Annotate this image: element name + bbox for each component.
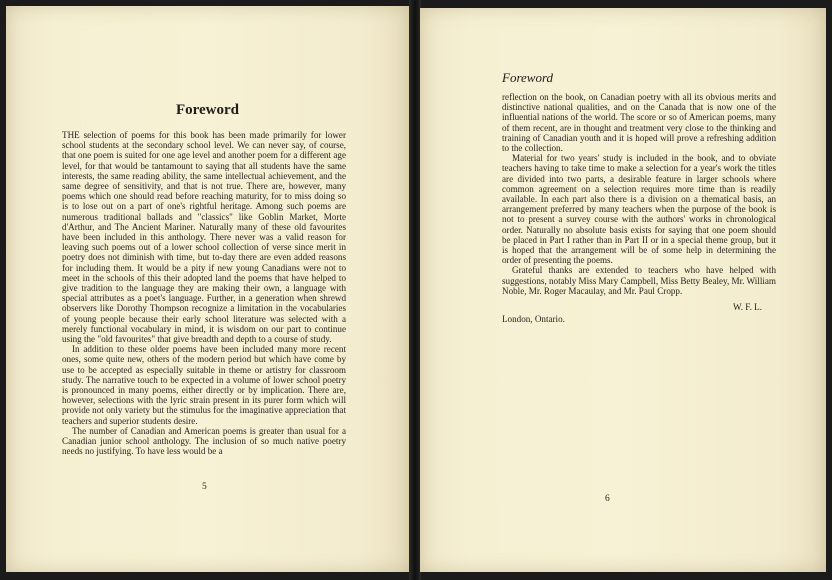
right-page [420, 8, 826, 572]
paragraph: The number of Canadian and American poems is greater than usual for a Canadian junior school anthology. The inclusion of so much native poetry needs no justifying. To have less would be a [62, 425, 346, 457]
left-page-text [62, 130, 346, 457]
paragraph: Material for two years' study is included in the book, and to obviate teachers having to take time to make a selection for a year's work the titles are divided into two parts, a desirable feature in larger schools where common agreement on a selection requires more time than is readily available. In each part also there is a division on a thematical basis, an arrangement preferred by many teachers when the purpose of the book is not to present a survey course with the authors' works in chronological order. Naturally no absolute basis exists for saying that one poem should be placed in Part I rather than in Part II or in a special theme group, but it is hoped that the arrangement will be of some help in determining the order of presenting the poems. [502, 153, 776, 266]
paragraph: In addition to these older poems have been included many more recent ones, some quite new, others of the modern period but which have come by use to be accepted as especially suitable in theme or artistry for classroom study. The narrative touch to be expected in a volume of lower school poetry is pronounced in many poems, either directly or by implication. There are, however, selections with the lyric strain present in its purer form which will provide not only variety but the stimulus for the imaginative appreciation that teachers and superior students desire. [62, 344, 346, 426]
signature-place: London, Ontario. [502, 314, 565, 324]
paragraph: Grateful thanks are extended to teachers who have helped with suggestions, notably Miss Mary Campbell, Miss Betty Bealey, Mr. William Noble, Mr. Roger Macaulay, and Mr. Paul Cropp. [502, 265, 776, 296]
page-number: 5 [202, 482, 207, 492]
paragraph: reflection on the book, on Canadian poetry with all its obvious merits and distinctive national qualities, and on the Canada that is now one of the influential nations of the world. The score or so of American poems, many of them recent, are in thought and treatment very close to the thinking and training of Canadian youth and it is hoped will prove a refreshing addition to the collection. [502, 92, 776, 154]
right-page-text [502, 92, 776, 296]
paragraph: THE selection of poems for this book has been made primarily for lower school students at the secondary school level. We can never say, of course, that one poem is suited for one age level and another poem for a different age level, for that would be tantamount to saying that all students have the same interests, the same reading ability, the same intellectual achievement, and the same degree of sensitivity, and that is not true. There are, however, many poems which one should read before reaching maturity, for to miss doing so is to lose out on a part of one's rightful heritage. Among such poems are numerous traditional ballads and "classics" like Goblin Market, Morte d'Arthur, and The Ancient Mariner. Naturally many of these old favourites have been included in this anthology. There never was a valid reason for leaving such poems out of a lower school collection of verse since merit in poetry does not diminish with time, but to-day there are even added reasons for including them. It would be a pity if new young Canadians were not to meet in the schools of this their adopted land the poems that have helped to give tradition to the language they are making their own, a language with special attributes as a poet's language. Further, in a generation when shrewd observers like Dorothy Thompson recognize a limitation in the vocabularies of young people because their early school literature was selected with a merely functional vocabulary in mind, it is wisdom on our part to continue using the "old favourites" that give breadth and depth to a course of study. [62, 130, 346, 345]
running-head: Foreword [502, 70, 554, 85]
foreword-heading: Foreword [175, 102, 240, 118]
page-number: 6 [605, 494, 610, 504]
signature-initials: W. F. L. [733, 302, 762, 312]
left-page [6, 6, 409, 572]
